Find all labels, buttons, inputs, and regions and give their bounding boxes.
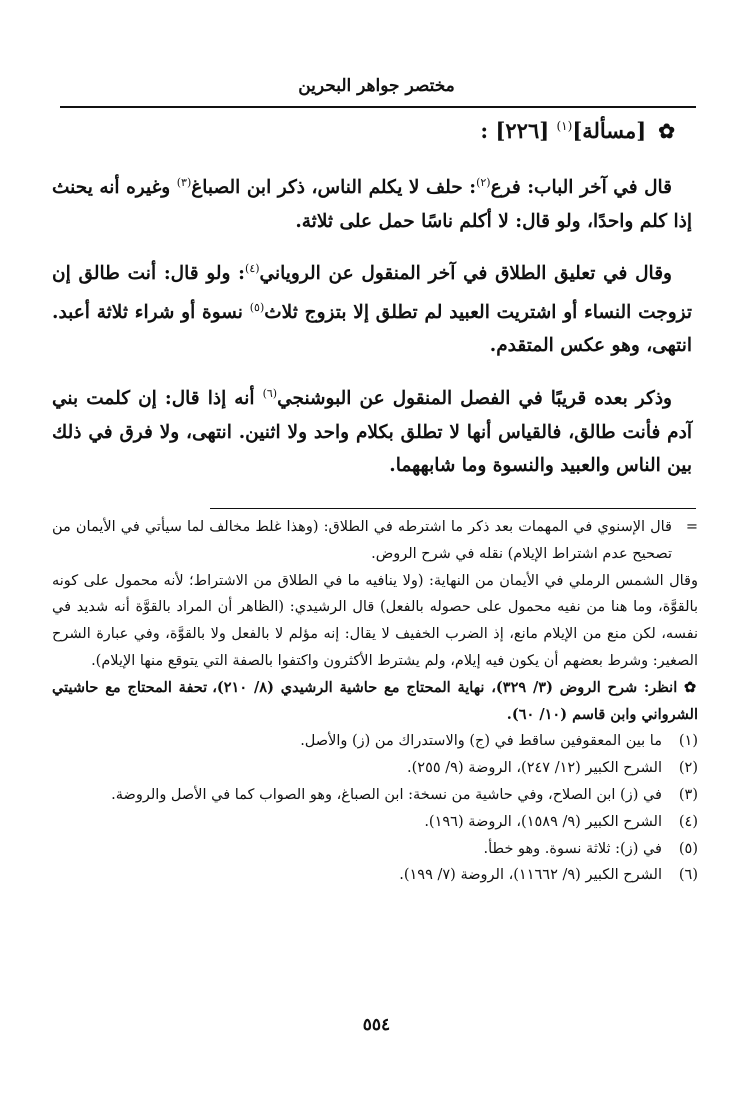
footnote xyxy=(52,809,698,836)
footnotes-area xyxy=(52,514,698,889)
text-run: : حلف لا يكلم الناس، ذكر ابن الصباغ xyxy=(191,177,477,199)
text-run: قال في آخر الباب: فرع xyxy=(490,177,672,199)
footnote-ref[interactable]: (٥) xyxy=(249,300,265,314)
footnote-text: الشرح الكبير (١٢/ ٢٤٧)، الروضة (٩/ ٢٥٥). xyxy=(407,760,662,777)
running-header: مختصر جواهر البحرين xyxy=(298,76,455,96)
sources-text: انظر: شرح الروض (٣/ ٣٢٩)، نهاية المحتاج مع حاشية الرشيدي (٨/ ٢١٠)، تحفة المحتاج مع حاشيتي الشرواني وابن قاسم (١٠/ ٦٠). xyxy=(52,678,698,723)
paragraph xyxy=(52,377,692,483)
sources-note xyxy=(52,675,698,729)
page-number: ٥٥٤ xyxy=(362,1015,391,1035)
paragraph xyxy=(52,252,692,363)
footnote-ref[interactable]: (٢) xyxy=(476,176,491,189)
text-run: وغيره أنه يحنث إذا كلم واحدًا، ولو قال: لا أكلم ناسًا حمل على ثلاثة. xyxy=(52,177,692,232)
text-run: وقال في تعليق الطلاق في آخر المنقول عن الروياني xyxy=(259,263,672,285)
issue-heading xyxy=(480,118,675,143)
main-text xyxy=(52,166,692,497)
flower-ornament-icon: ✿ xyxy=(677,678,698,696)
footnote xyxy=(52,728,698,755)
footnote xyxy=(52,782,698,809)
footnote-ref[interactable]: (٤) xyxy=(245,262,260,276)
header-rule xyxy=(60,106,696,108)
footnote-number: (٥) xyxy=(678,840,698,857)
footnote xyxy=(52,755,698,782)
footnote xyxy=(52,836,698,863)
footnote-number: (٤) xyxy=(678,813,698,830)
footnote-text: الشرح الكبير (٩/ ١٥٨٩)، الروضة (١٩٦). xyxy=(424,813,662,830)
note-text: قال الإسنوي في المهمات بعد ذكر ما اشترطه في الطلاق: (وهذا غلط مخالف لما سيأتي في الأيمان من تصحيح عدم اشتراط الإيلام) نقله في شرح الروض. xyxy=(52,519,672,562)
footnote-text: الشرح الكبير (٩/ ١١٦٦٢)، الروضة (٧/ ١٩٩). xyxy=(399,867,662,884)
flower-ornament-icon: ✿ xyxy=(658,119,675,143)
heading-note-ref[interactable]: (١) xyxy=(556,119,573,133)
footnote-text: في (ز) ابن الصلاح، وفي حاشية من نسخة: ابن الصباغ، وهو الصواب كما في الأصل والروضة. xyxy=(111,786,662,803)
note-paragraph: وقال الشمس الرملي في الأيمان من النهاية: (ولا ينافيه ما في الطلاق من الاشتراط؛ لأنه محمول على كونه بالقوَّة، وما هنا من نفيه محمول على حصوله بالفعل) قال الرشيدي: (الظاهر أن المراد بالقوَّة أنه شديد في نفسه، لكن منع من الإيلام مانع، إذ الضرب الخفيف لا يقال: إنه مؤلم لا بالفعل ولا بالقوَّة، وفي عبارة الشرح الصغير: وشرط بعضهم أن يكون فيه إيلام، ولم يشترط الأكثرون واكتفوا بالصفة التي يتوقع منها الإيلام). xyxy=(52,572,698,669)
footnote-ref[interactable]: (٦) xyxy=(262,386,278,400)
footnote-text: في (ز): ثلاثة نسوة. وهو خطأ. xyxy=(483,840,662,857)
footnote-rule xyxy=(210,508,696,509)
footnote-ref[interactable]: (٣) xyxy=(176,176,192,189)
footnote-text: ما بين المعقوفين ساقط في (ج) والاستدراك من (ز) والأصل. xyxy=(300,733,662,750)
text-run: وذكر بعده قريبًا في الفصل المنقول عن البوشنجي xyxy=(277,388,672,410)
heading-number: [٢٢٦] xyxy=(495,118,550,143)
footnote-continuation xyxy=(52,514,698,568)
footnote-number: (١) xyxy=(678,733,698,750)
heading-colon: : xyxy=(480,118,489,143)
footnote-number: (٣) xyxy=(678,786,698,803)
heading-label: [مسألة] xyxy=(572,118,647,143)
text-run: : ولو قال: أنت طالق إن تزوجت النساء أو اشتريت العبيد لم تطلق إلا بتزوج ثلاث xyxy=(52,263,692,323)
footnote-number: (٦) xyxy=(678,867,698,884)
footnote-number: (٢) xyxy=(678,760,698,777)
text-run: أنه إذا قال: إن كلمت بني آدم فأنت طالق، فالقياس أنها لا تطلق بكلام واحد ولا اثنين. انتهى، ولا فرق في ذلك بين الناس والعبيد والنسوة وما شابههما. xyxy=(52,388,692,477)
paragraph xyxy=(52,166,692,238)
footnote xyxy=(52,862,698,889)
text-run: نسوة أو شراء ثلاثة أعبد. انتهى، وهو عكس المتقدم. xyxy=(52,301,692,357)
continuation-mark: = xyxy=(685,519,698,535)
